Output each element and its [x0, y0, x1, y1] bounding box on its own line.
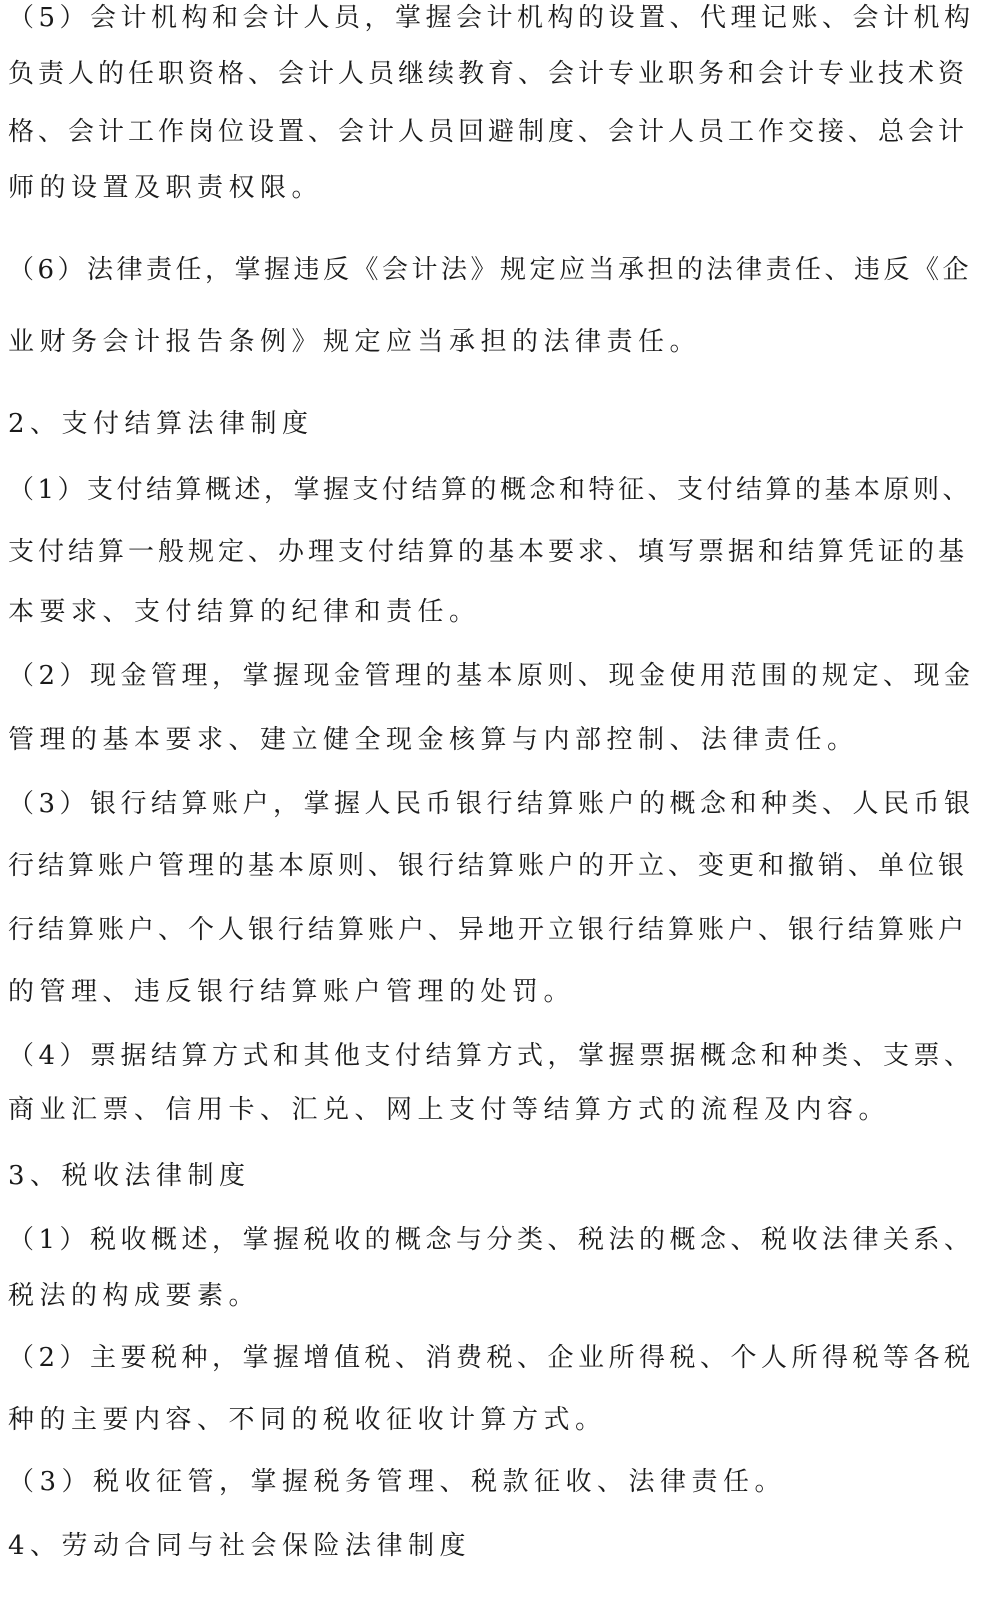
text-line: 格、会计工作岗位设置、会计人员回避制度、会计人员工作交接、总会计	[8, 117, 969, 147]
section-heading: 3、税收法律制度	[8, 1161, 251, 1191]
text-line: （3）银行结算账户，掌握人民币银行结算账户的概念和种类、人民币银	[8, 789, 975, 819]
text-line: 师的设置及职责权限。	[8, 173, 324, 203]
section-heading: 4、劳动合同与社会保险法律制度	[8, 1531, 472, 1561]
text-line: 业财务会计报告条例》规定应当承担的法律责任。	[8, 327, 702, 357]
text-line: 本要求、支付结算的纪律和责任。	[8, 597, 481, 627]
text-line: 种的主要内容、不同的税收征收计算方式。	[8, 1405, 607, 1435]
text-line: （4）票据结算方式和其他支付结算方式，掌握票据概念和种类、支票、	[8, 1041, 975, 1071]
text-line: 负责人的任职资格、会计人员继续教育、会计专业职务和会计专业技术资	[8, 59, 969, 89]
text-line: （5）会计机构和会计人员，掌握会计机构的设置、代理记账、会计机构	[8, 3, 975, 33]
text-line: （1）支付结算概述，掌握支付结算的概念和特征、支付结算的基本原则、	[8, 475, 973, 505]
text-line: （2）主要税种，掌握增值税、消费税、企业所得税、个人所得税等各税	[8, 1343, 975, 1373]
text-line: 税法的构成要素。	[8, 1281, 261, 1311]
section-heading: 2、支付结算法律制度	[8, 409, 314, 439]
text-line: 行结算账户管理的基本原则、银行结算账户的开立、变更和撤销、单位银	[8, 851, 969, 881]
text-line: （6）法律责任，掌握违反《会计法》规定应当承担的法律责任、违反《企	[8, 255, 973, 285]
text-line: 支付结算一般规定、办理支付结算的基本要求、填写票据和结算凭证的基	[8, 537, 969, 567]
text-line: （1）税收概述，掌握税收的概念与分类、税法的概念、税收法律关系、	[8, 1225, 975, 1255]
text-line: 行结算账户、个人银行结算账户、异地开立银行结算账户、银行结算账户	[8, 915, 969, 945]
text-line: 商业汇票、信用卡、汇兑、网上支付等结算方式的流程及内容。	[8, 1095, 891, 1125]
text-line: （2）现金管理，掌握现金管理的基本原则、现金使用范围的规定、现金	[8, 661, 975, 691]
text-line: 管理的基本要求、建立健全现金核算与内部控制、法律责任。	[8, 725, 859, 755]
text-line: （3）税收征管，掌握税务管理、税款征收、法律责任。	[8, 1467, 787, 1497]
text-line: 的管理、违反银行结算账户管理的处罚。	[8, 977, 576, 1007]
